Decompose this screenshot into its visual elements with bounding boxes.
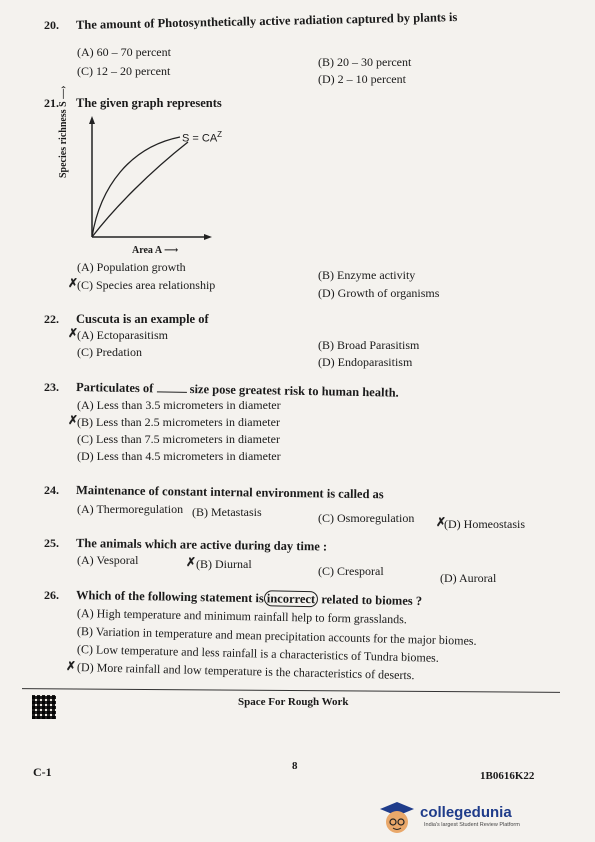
answer-mark-icon: ✗ — [68, 413, 79, 427]
rough-work-divider — [22, 688, 560, 693]
paper-code: 1B0616K22 — [480, 770, 535, 782]
answer-mark-icon: ✗ — [68, 276, 79, 290]
q20-option-d: (D) 2 – 10 percent — [318, 72, 406, 86]
rough-work-label: Space For Rough Work — [238, 696, 349, 708]
graph-formula-exp: Z — [217, 130, 223, 139]
graph-x-label: Area A — [132, 245, 162, 256]
graph-y-label: Species richness S — [58, 101, 69, 178]
q25-option-d: (D) Auroral — [440, 571, 497, 585]
answer-mark-icon: ✗ — [68, 326, 79, 340]
q23-option-c: (C) Less than 7.5 micrometers in diameter — [77, 432, 280, 446]
q24-number: 24. — [44, 483, 59, 497]
q26-option-d: (D) More rainfall and low temperature is the characteristics of deserts. — [76, 660, 415, 683]
q20-option-a: (A) 60 – 70 percent — [77, 45, 171, 59]
q23-option-a: (A) Less than 3.5 micrometers in diameter — [77, 398, 281, 412]
graph-formula — [182, 130, 222, 145]
q24-option-a: (A) Thermoregulation — [77, 502, 184, 516]
q25-option-b: (B) Diurnal — [196, 557, 252, 571]
q23-text-pre: Particulates of — [75, 380, 154, 396]
q23-option-d: (D) Less than 4.5 micrometers in diameter — [77, 449, 281, 463]
graph-x-label-wrap: Area A ⟶ — [132, 245, 179, 256]
qr-code-icon — [32, 695, 56, 719]
answer-mark-icon: ✗ — [436, 515, 447, 529]
q20-text: The amount of Photosynthetically active radiation captured by plants is — [75, 10, 458, 32]
q25-option-a: (A) Vesporal — [77, 553, 139, 567]
q24-option-d: (D) Homeostasis — [444, 517, 525, 531]
q26-option-a: (A) High temperature and minimum rainfall help to form grasslands. — [76, 606, 408, 627]
q21-option-b: (B) Enzyme activity — [318, 268, 416, 282]
q22-option-c: (C) Predation — [77, 345, 142, 359]
x-axis-arrow — [204, 234, 212, 240]
q21-option-a: (A) Population growth — [77, 260, 186, 274]
graph-y-label-wrap: Species richness S —› — [58, 85, 69, 178]
q21-number: 21. — [44, 96, 59, 110]
q25-option-c: (C) Cresporal — [318, 564, 384, 578]
q21-option-d: (D) Growth of organisms — [318, 286, 440, 300]
y-axis-arrow — [89, 116, 95, 124]
graph-curve-lower — [92, 142, 188, 237]
q23-number: 23. — [44, 380, 59, 394]
q20-number: 20. — [44, 18, 59, 32]
brand-name: collegedunia — [420, 804, 512, 821]
q26-number: 26. — [44, 588, 59, 602]
q22-option-a: (A) Ectoparasitism — [77, 328, 168, 342]
graph-formula-base: S = CA — [182, 132, 218, 145]
q25-text: The animals which are active during day time : — [75, 536, 328, 554]
q23-blank — [156, 391, 186, 393]
answer-mark-icon: ✗ — [66, 659, 77, 673]
brand-tagline: India's largest Student Review Platform — [424, 822, 520, 828]
q26-option-b: (B) Variation in temperature and mean precipitation accounts for the major biomes. — [76, 624, 477, 648]
q26-text-post: related to biomes ? — [321, 592, 423, 609]
q26-circled-word: incorrect — [264, 590, 319, 607]
q26-text-pre: Which of the following statement is — [75, 588, 264, 606]
q22-number: 22. — [44, 312, 59, 326]
q24-text: Maintenance of constant internal environment is called as — [75, 483, 384, 502]
brand-logo-icon — [378, 800, 416, 836]
q24-option-b: (B) Metastasis — [192, 505, 262, 519]
q22-text: Cuscuta is an example of — [76, 312, 209, 326]
page-code: C-1 — [33, 765, 52, 779]
q23-option-b: (B) Less than 2.5 micrometers in diameter — [77, 415, 280, 429]
answer-mark-icon: ✗ — [186, 555, 197, 569]
q21-text: The given graph represents — [76, 96, 222, 110]
q22-option-d: (D) Endoparasitism — [318, 355, 413, 369]
q22-option-b: (B) Broad Parasitism — [318, 338, 420, 352]
q26-option-c: (C) Low temperature and less rainfall is a characteristics of Tundra biomes. — [76, 642, 439, 665]
q20-option-b: (B) 20 – 30 percent — [318, 55, 412, 69]
q26-text — [76, 588, 422, 609]
q23-text-post: size pose greatest risk to human health. — [189, 381, 399, 400]
q25-number: 25. — [44, 536, 59, 550]
q20-option-c: (C) 12 – 20 percent — [77, 64, 171, 78]
page-number: 8 — [292, 760, 298, 772]
q24-option-c: (C) Osmoregulation — [318, 511, 415, 525]
q21-option-c: (C) Species area relationship — [77, 278, 216, 292]
